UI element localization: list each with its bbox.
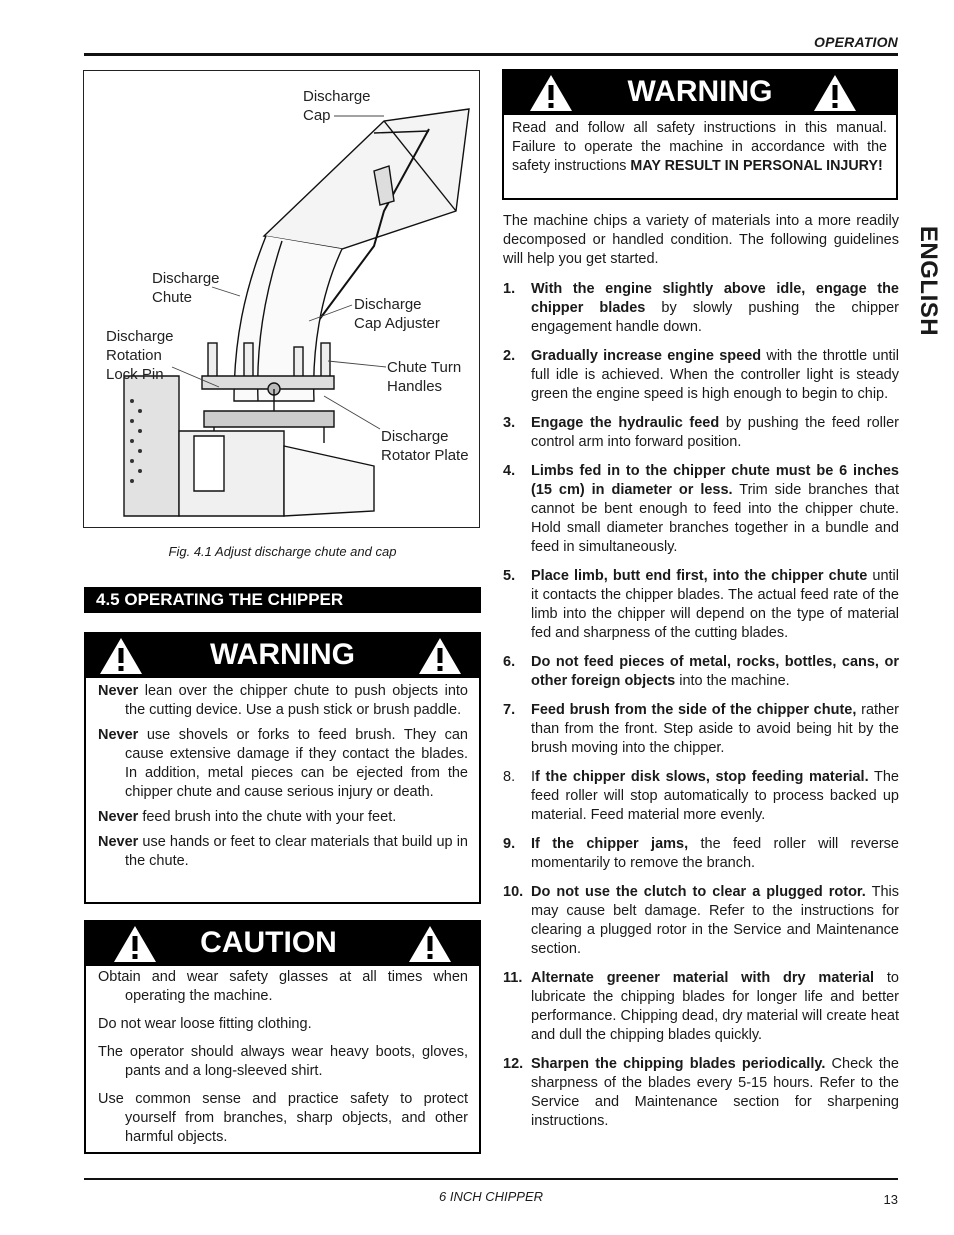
warning-title: WARNING — [210, 638, 355, 671]
callout-discharge-rotation-lock-pin: Discharge Rotation Lock Pin — [106, 328, 174, 383]
caution-triangle-icon — [407, 924, 453, 964]
step-item: 8. If the chipper disk slows, stop feeding material. The feed roller will stop automatically to process backed up material. Feed material more evenly. — [503, 769, 899, 823]
footer-rule — [84, 1178, 898, 1180]
caution-header — [86, 922, 479, 966]
warning-triangle-icon — [812, 73, 858, 113]
warning-box-read-instructions — [502, 69, 898, 200]
footer-title: 6 INCH CHIPPER — [438, 1189, 544, 1204]
caution-item: Use common sense and practice safety to protect yourself from branches, sharp objects, and other harmful objects. — [98, 1091, 468, 1145]
step-item: 6. Do not feed pieces of metal, rocks, bottles, cans, or other foreign objects into the machine. — [503, 654, 899, 689]
intro-paragraph: The machine chips a variety of materials into a more readily decomposed or handled condition. The following guidelines will help you get started. — [503, 213, 899, 267]
step-item: 11. Alternate greener material with dry material to lubricate the chipping blades for longer life and better performance. Chipping dead, dry material will create heat and dull the chipping blades quickly. — [503, 970, 899, 1043]
language-tab-label: ENGLISH — [915, 225, 942, 337]
header-section-label: OPERATION — [814, 34, 898, 50]
header-rule — [84, 53, 898, 56]
warning-body: Read and follow all safety instructions in this manual. Failure to operate the machine in accordance with the safety instructions MAY RESULT IN PERSONAL INJURY! — [512, 120, 887, 174]
warning-item: Never use shovels or forks to feed brush. They can cause extensive damage if they contact the blades. In addition, metal pieces can be ejected from the chipper chute and cause serious injury or death. — [98, 727, 468, 800]
step-item: 3. Engage the hydraulic feed by pushing the feed roller control arm into forward position. — [503, 415, 899, 450]
caution-item: The operator should always wear heavy boots, gloves, pants and a long-sleeved shirt. — [98, 1044, 468, 1079]
warning-triangle-icon — [417, 636, 463, 676]
caution-item: Obtain and wear safety glasses at all times when operating the machine. — [98, 969, 468, 1004]
warning-body — [86, 678, 479, 871]
step-item: 10. Do not use the clutch to clear a plugged rotor. This may cause belt damage. Refer to the instructions for clearing a plugged rotor in the Service and Maintenance section. — [503, 884, 899, 957]
callout-chute-turn-handles: Chute Turn Handles — [387, 359, 462, 395]
caution-title: CAUTION — [200, 926, 337, 959]
callout-discharge-cap-adjuster: Discharge Cap Adjuster — [354, 296, 440, 332]
warning-title: WARNING — [627, 75, 773, 108]
warning-item: Never lean over the chipper chute to push objects into the cutting device. Use a push stick or brush paddle. — [98, 683, 468, 718]
step-item: 4. Limbs fed in to the chipper chute must be 6 inches (15 cm) in diameter or less. Trim side branches that cannot be bent enough to feed into the chipper chute. Hold small diameter branches together in a bundle and feed in simultaneously. — [503, 463, 899, 555]
step-item: 2. Gradually increase engine speed with the throttle until full idle is achieved. When the controller light is steady green the engine speed is high enough to begin to chip. — [503, 348, 899, 402]
warning-item: Never feed brush into the chute with your feet. — [98, 809, 397, 825]
step-item: 5. Place limb, butt end first, into the chipper chute until it contacts the chipper blades. The actual feed rate of the limb into the chipper will depend on the type of material fed and sharpness of the cutting blades. — [503, 568, 899, 641]
step-item: 9. If the chipper jams, the feed roller will reverse momentarily to remove the branch. — [503, 836, 899, 871]
figure-discharge-chute — [83, 70, 480, 528]
caution-box — [84, 920, 481, 1154]
page-number: 13 — [883, 1192, 898, 1207]
language-tab — [908, 226, 948, 336]
warning-header — [504, 71, 896, 115]
warning-box-never — [84, 632, 481, 904]
warning-header — [86, 634, 479, 678]
callout-discharge-rotator-plate: Discharge Rotator Plate — [381, 428, 469, 464]
callout-discharge-cap: Discharge Cap — [303, 88, 371, 124]
step-item: 7. Feed brush from the side of the chipper chute, rather than from the front. Step aside to avoid being hit by the brush moving into the chipper. — [503, 702, 899, 756]
step-item: 1. With the engine slightly above idle, engage the chipper blades by slowly pushing the chipper engagement handle down. — [503, 281, 899, 335]
operating-steps-list — [503, 280, 899, 1141]
caution-item: Do not wear loose fitting clothing. — [98, 1016, 312, 1032]
caution-body — [86, 966, 479, 1147]
warning-item: Never use hands or feet to clear materials that build up in the chute. — [98, 834, 468, 869]
section-heading: 4.5 OPERATING THE CHIPPER — [84, 587, 481, 613]
callout-discharge-chute: Discharge Chute — [152, 270, 220, 306]
step-item: 12. Sharpen the chipping blades periodically. Check the sharpness of the blades every 5-15 hours. Refer to the Service and Maintenance section for sharpening instructions. — [503, 1056, 899, 1129]
figure-caption: Fig. 4.1 Adjust discharge chute and cap — [168, 544, 397, 559]
